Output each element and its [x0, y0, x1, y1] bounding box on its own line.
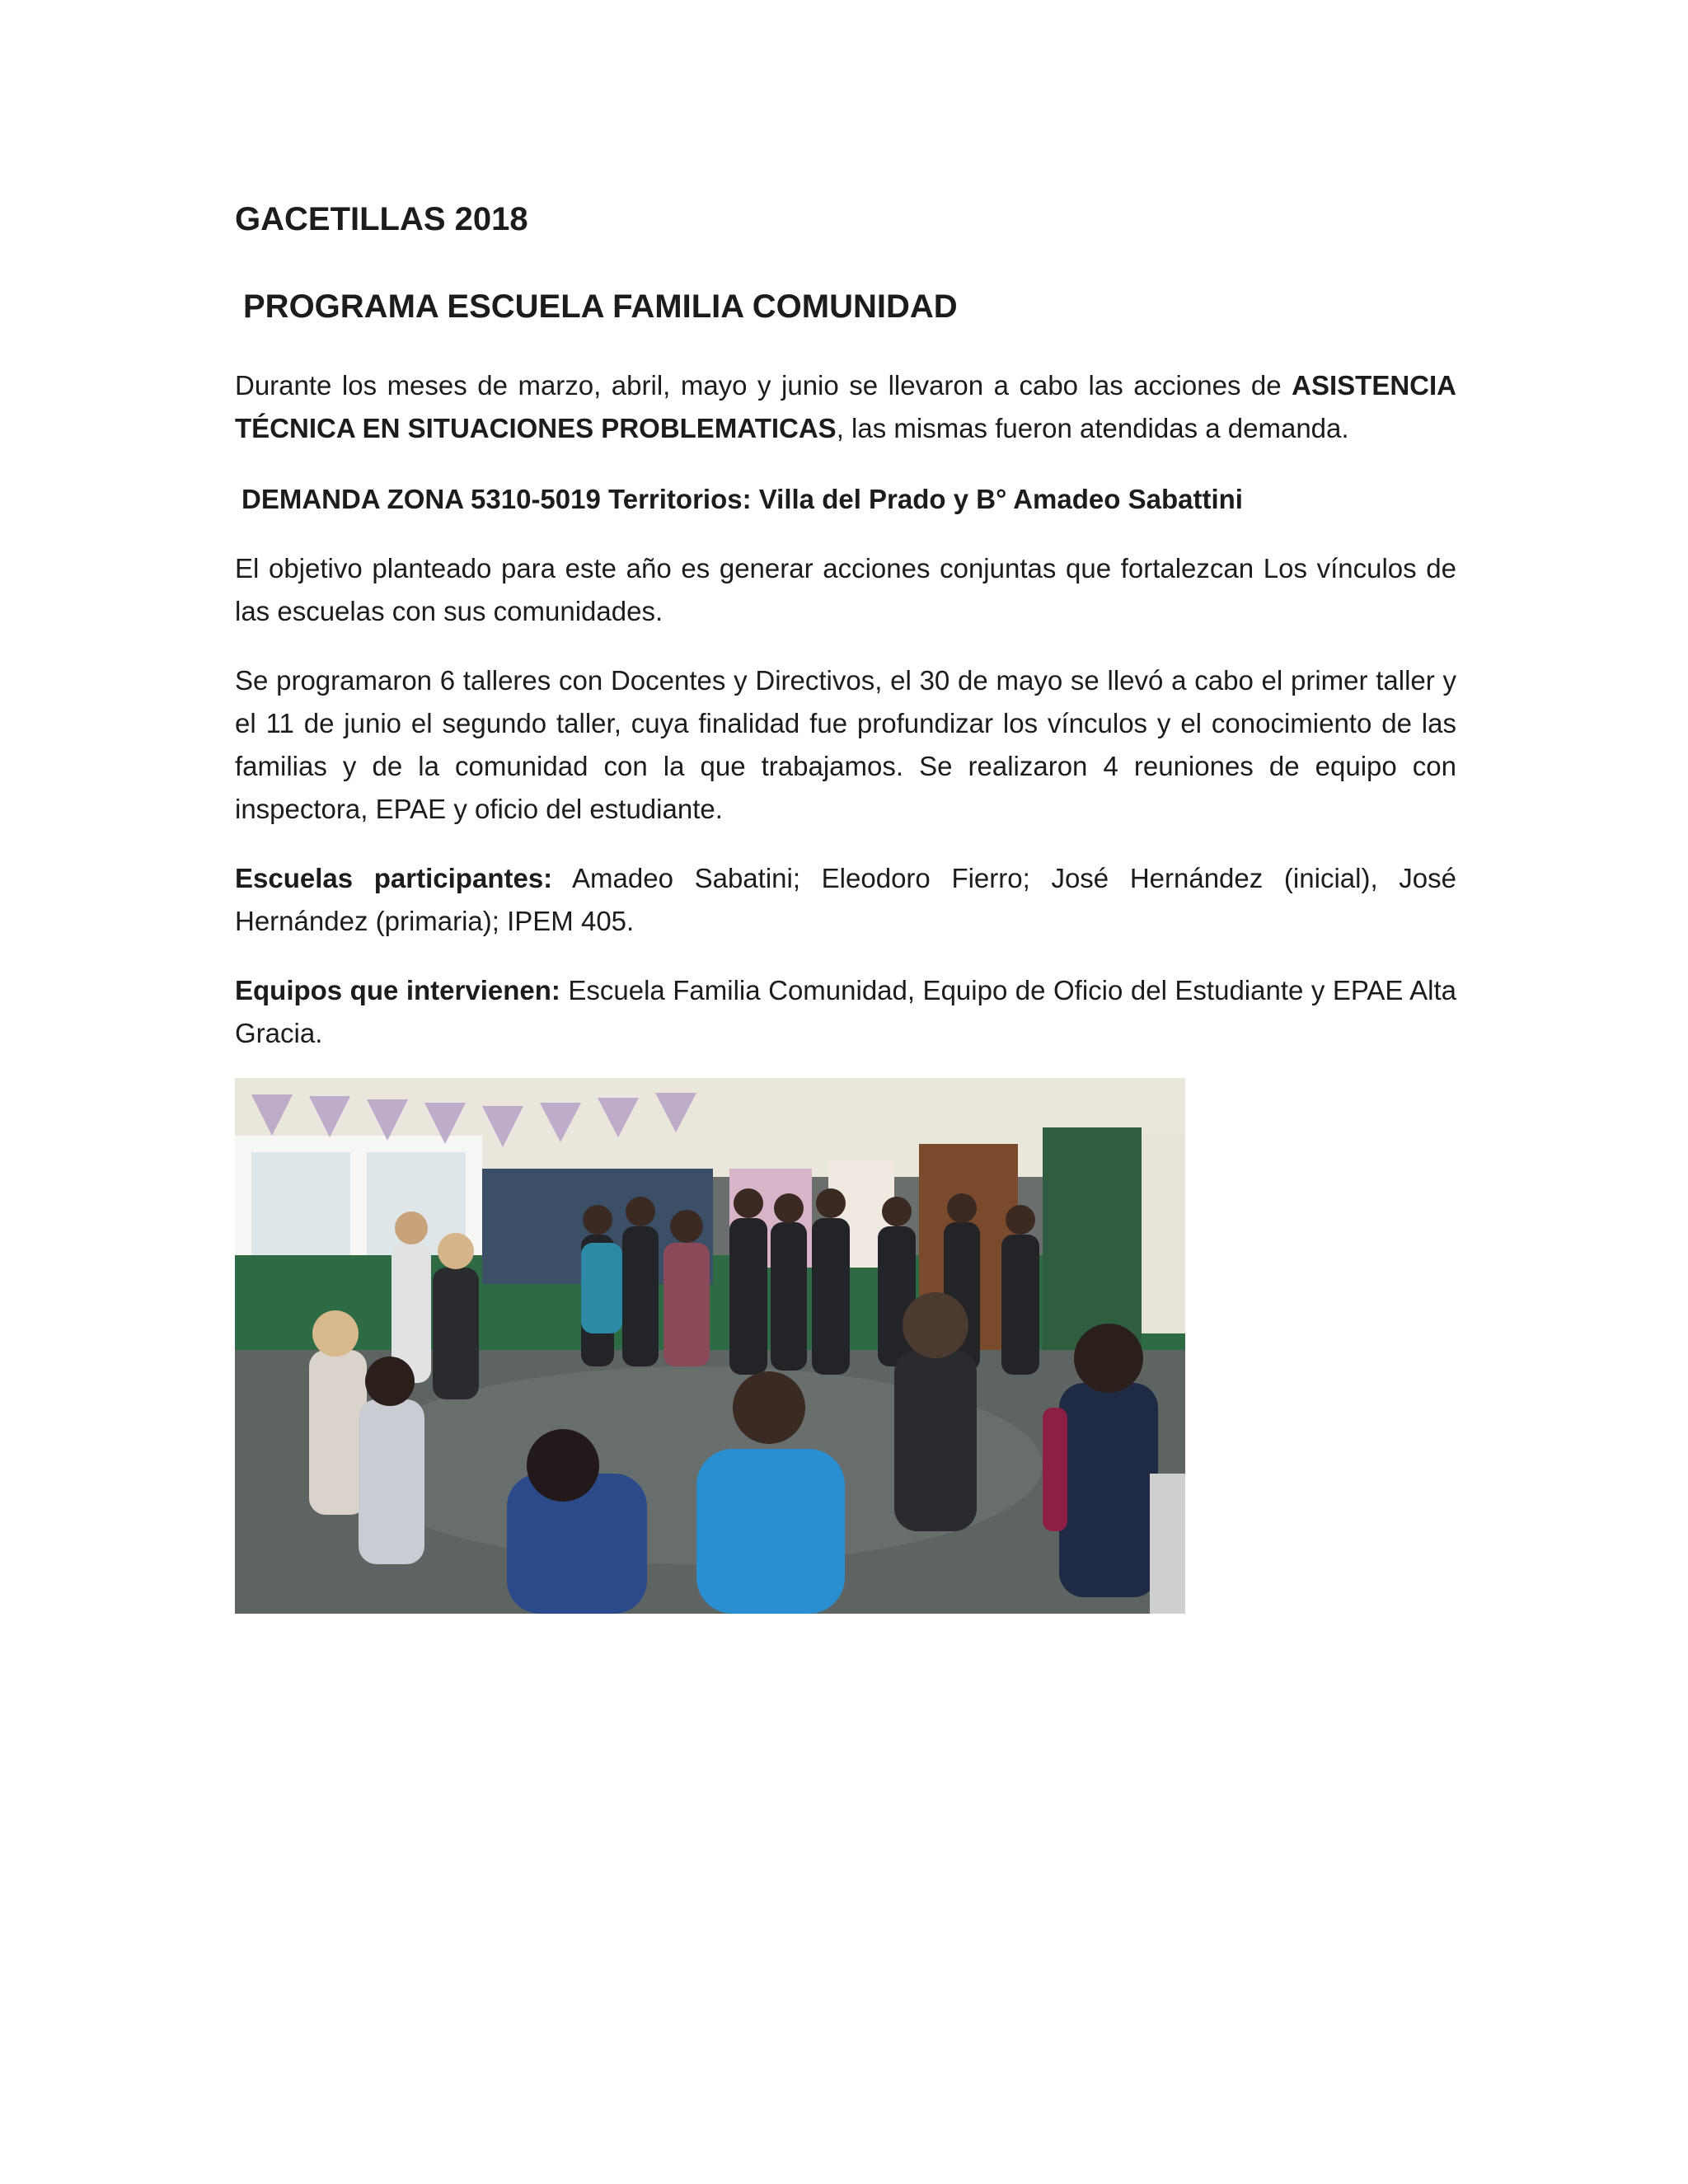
demanda-heading: DEMANDA ZONA 5310-5019 Territorios: Villa del Prado y B° Amadeo Sabattini	[241, 484, 1243, 514]
equipos-text: Escuela Familia Comunidad, Equipo de Oficio del Estudiante y EPAE Alta Gracia.	[235, 975, 1456, 1048]
intro-text-after: , las mismas fueron atendidas a demanda.	[836, 413, 1349, 443]
escuelas-text: Amadeo Sabatini; Eleodoro Fierro; José Hernández (inicial), José Hernández (primaria); IPEM 405.	[235, 863, 1456, 936]
intro-paragraph	[235, 364, 1456, 450]
equipos-label: Equipos que intervienen:	[235, 975, 560, 1005]
equipos-paragraph	[235, 969, 1456, 1055]
escuelas-label: Escuelas participantes:	[235, 863, 553, 893]
page-title: GACETILLAS 2018	[235, 201, 528, 237]
escuelas-paragraph	[235, 857, 1456, 943]
intro-text-before: Durante los meses de marzo, abril, mayo y junio se llevaron a cabo las acciones de	[235, 370, 1292, 401]
workshop-photo-illustration	[235, 1078, 1185, 1614]
program-subtitle: PROGRAMA ESCUELA FAMILIA COMUNIDAD	[243, 288, 958, 325]
workshop-photo	[235, 1078, 1185, 1614]
talleres-paragraph: Se programaron 6 talleres con Docentes y Directivos, el 30 de mayo se llevó a cabo el primer taller y el 11 de junio el segundo taller, cuya finalidad fue profundizar los vínculos y el conocimiento de las familias y de la comunidad con la que trabajamos. Se realizaron 4 reuniones de equipo con inspectora, EPAE y oficio del estudiante.	[235, 665, 1456, 824]
document-body	[235, 194, 1456, 1055]
intro-bold-text: ASISTENCIA TÉCNICA EN SITUACIONES PROBLEMATICAS	[235, 370, 1456, 443]
objetivo-paragraph: El objetivo planteado para este año es generar acciones conjuntas que fortalezcan Los vínculos de las escuelas con sus comunidades.	[235, 553, 1456, 626]
